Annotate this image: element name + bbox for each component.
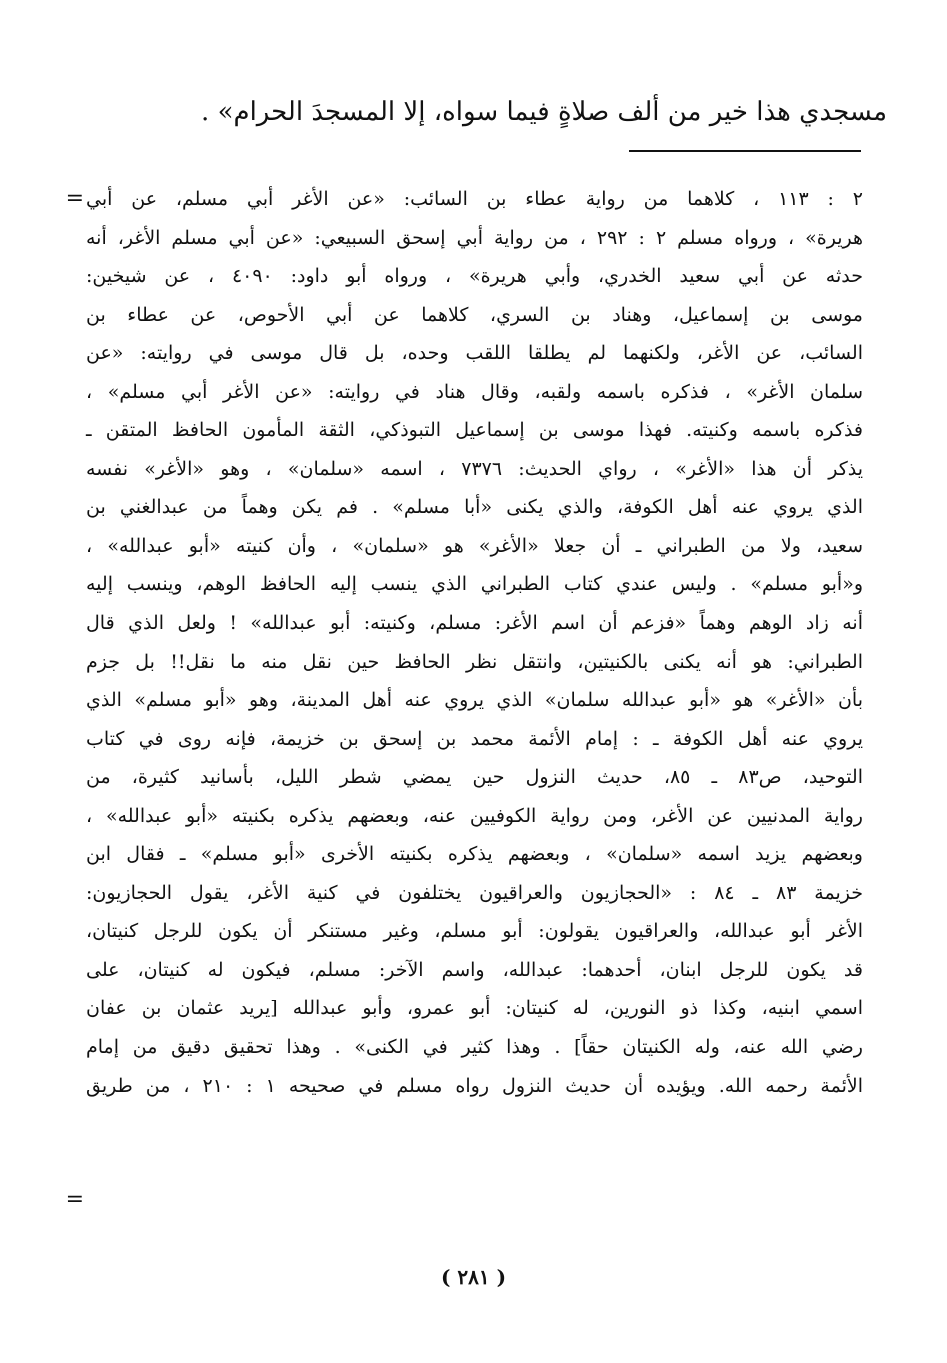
footnote-line: بأن «الأغر» هو «أبو عبدالله سلمان» الذي يروي عنه أهل المدينة، وهو «أبو مسلم» الذي <box>86 689 863 712</box>
footnote-line: ٢ : ١١٣ ، كلاهما من رواية عطاء بن السائب: «عن الأغر أبي مسلم، عن أبي <box>86 188 863 210</box>
footnote-line: قد يكون للرجل ابنان، أحدهما: عبدالله، واسم الآخر: مسلم، فيكون له كنيتان، على <box>86 958 863 981</box>
footnote-line: رضي الله عنه، وله الكنيتان حقاً] . وهذا كثير في الكنى» . وهذا تحقيق دقيق من إمام <box>86 1036 863 1059</box>
footnote-line: التوحيد، ص٨٣ ـ ٨٥، حديث النزول حين يمضي شطر الليل، بأسانيد كثيرة، من <box>86 766 863 789</box>
hadith-text-line: مسجدي هذا خير من ألف صلاةٍ فيما سواه، إلا المسجدَ الحرام» . <box>201 97 887 127</box>
footnote-line: السائب، عن الأغر، ولكنهما لم يطلقا اللقب وحده، بل قال موسى في روايته: «عن <box>86 342 863 365</box>
footnote-line: وبعضهم يزيد اسمه «سلمان» ، وبعضهم يذكره بكنيته الأخرى «أبو مسلم» ـ فقال ابن <box>86 843 863 866</box>
footnote-line: حدثه عن أبي سعيد الخدري، وأبي هريرة» ، ورواه أبو داود: ٤٠٩٠ ، عن شيخين: <box>86 265 864 288</box>
footnote-text <box>86 180 863 1105</box>
continuation-mark-bottom: = <box>65 1187 84 1212</box>
footnote-line: يروي عنه أهل الكوفة ـ : إمام الأئمة محمد بن إسحق بن خزيمة، فإنه روى في كتاب <box>86 727 863 750</box>
footnote-line: الأغر أبو عبدالله، والعراقيون يقولون: أبو مسلم، وغير مستنكر أن يكون للرجل كنيتان، <box>86 920 863 943</box>
footnote-line: و«أبو مسلم» . وليس عندي كتاب الطبراني الذي ينسب إليه الحافظ الوهم، وينسب إليه <box>86 573 863 596</box>
page-number: ( ٢٨١ ) <box>440 1265 507 1289</box>
footnote-line: اسمي ابنيه، وكذا ذو النورين، له كنيتان: أبو عمرو، وأبو عبدالله [يريد عثمان بن عفان <box>86 997 863 1020</box>
footnote-line: سلمان الأغر» ، فذكره باسمه ولقبه، وقال هناد في روايته: «عن الأغر أبي مسلم» ، <box>86 380 863 403</box>
continuation-mark-top: = <box>65 186 84 211</box>
footnote-separator-rule <box>629 150 861 152</box>
footnote-line: فذكره باسمه وكنيته. فهذا موسى بن إسماعيل التبوذكي، الثقة المأمون الحافظ المتقن ـ <box>86 419 863 442</box>
footnote-line: يذكر أن هذا «الأغر» ، رواي الحديث: ٧٣٧٦ ، اسمه «سلمان» ، وهو «الأغر» نفسه <box>86 457 863 480</box>
footnote-line: خزيمة ٨٣ ـ ٨٤ : «الحجازيون والعراقيون يختلفون في كنية الأغر، يقول الحجازيون: <box>86 881 863 904</box>
footnote-line: هريرة» ، ورواه مسلم ٢ : ٢٩٢ ، من رواية أبي إسحق السبيعي: «عن أبي مسلم الأغر، أنه <box>86 226 863 249</box>
footnote-line: سعيد، ولا من الطبراني ـ أن جعلا «الأغر» هو «سلمان» ، وأن كنيته «أبو عبدالله» ، <box>86 534 863 557</box>
footnote-line: الطبراني: هو أنه يكنى بالكنيتين، وانتقل نظر الحافظ حين نقل منه ما نقل!! بل جزم <box>86 650 863 673</box>
footnote-line: الذي يروي عنه أهل الكوفة، والذي يكنى «أبا مسلم» . فم يكن وهماً من عبدالغني بن <box>86 496 863 519</box>
footnote-line: أنه زاد الوهم وهماً «فزعم أن اسم الأغر: مسلم، وكنيته: أبو عبدالله» ! ولعل الذي قال <box>86 612 863 635</box>
footnote-line: الأئمة رحمه الله. ويؤيده أن حديث النزول رواه مسلم في صحيحه ١ : ٢١٠ ، من طريق <box>86 1074 863 1097</box>
footnote-line: موسى بن إسماعيل، وهناد بن السري، كلاهما عن أبي الأحوص، عن عطاء بن <box>86 303 863 326</box>
footnote-line: رواية المدنيين عن الأغر، ومن رواية الكوفيين عنه، وبعضهم يذكره بكنيته «أبو عبدالله» ، <box>86 804 863 827</box>
